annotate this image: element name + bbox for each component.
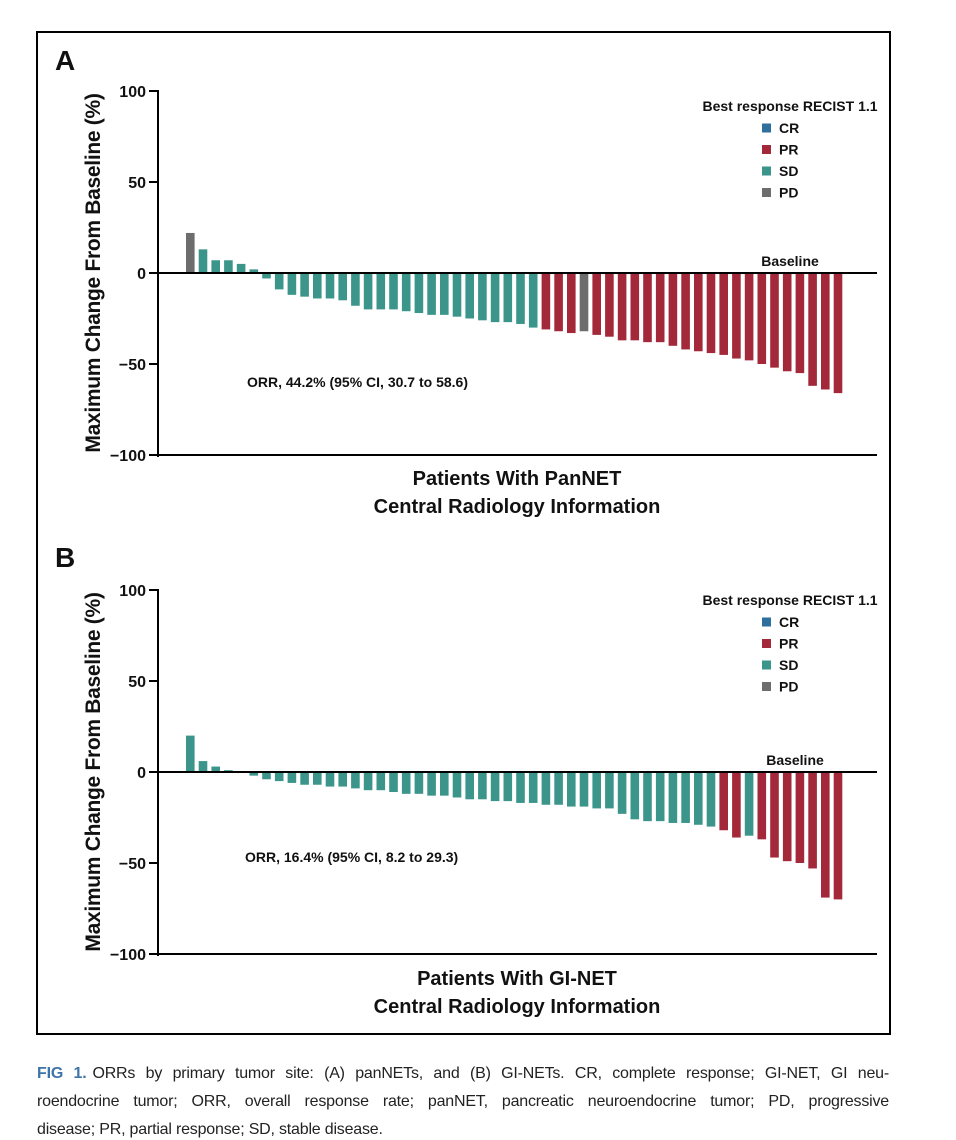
bar-a-40 [681,273,690,349]
bar-b-7 [262,772,271,779]
bar-b-34 [605,772,614,808]
panel-b-y-tick-mark-3 [149,862,158,864]
bar-a-9 [288,273,297,295]
bar-b-19 [415,772,424,794]
bar-b-46 [758,772,767,839]
figure-frame [37,32,890,1034]
bar-b-8 [275,772,284,781]
panel-a-legend-swatch-sd [762,167,771,176]
bar-a-2 [199,249,208,273]
bar-a-37 [643,273,652,342]
bar-b-42 [707,772,716,827]
bar-b-45 [745,772,754,836]
bar-b-50 [808,772,817,868]
panel-a-legend-label-sd: SD [779,163,799,179]
bar-b-47 [770,772,779,858]
bar-a-23 [465,273,474,319]
bar-a-18 [402,273,411,311]
panel-b-legend-label-pd: PD [779,678,799,695]
panel-a-y-tick-mark-4 [149,454,158,456]
panel-b-label: B [55,542,76,573]
panel-a-legend-swatch-cr [762,124,771,133]
bar-a-48 [783,273,792,371]
bar-a-28 [529,273,538,328]
bar-b-18 [402,772,411,794]
panel-a-label: A [55,45,76,76]
caption-line-2: roendocrine tumor; ORR, overall response rate; panNET, pancreatic neuroendocrine tumor; PD, progressive [37,1093,889,1110]
bar-a-11 [313,273,322,298]
panel-a-ytick-0: 0 [137,266,146,283]
bar-a-44 [732,273,741,359]
panel-a-legend-swatch-pd [762,188,771,197]
panel-a-x-axis-title-line2: Central Radiology Information [373,496,661,518]
bar-a-14 [351,273,360,306]
caption-line-3: disease; PR, partial response; SD, stable disease. [37,1121,383,1138]
bar-b-36 [631,772,640,819]
bar-b-24 [478,772,487,799]
bar-b-13 [338,772,347,787]
bar-b-28 [529,772,538,803]
panel-b-y-tick-mark-0 [149,589,158,591]
panel-a-y-axis-title: Maximum Change From Baseline (%) [82,93,105,453]
panel-b-baseline-line [157,771,877,773]
bar-b-20 [427,772,436,796]
panel-b-ytick-50: 50 [128,674,146,691]
bar-b-37 [643,772,652,821]
bar-b-31 [567,772,576,807]
panel-b-legend-label-pr: PR [779,635,799,652]
bar-b-12 [326,772,335,787]
panel-b-y-axis-title: Maximum Change From Baseline (%) [82,592,105,952]
panel-a-ytick-50: 50 [128,175,146,192]
bar-a-3 [211,260,220,273]
panel-b-x-axis-title-line1: Patients With GI-NET [417,968,617,990]
panel-b-legend-swatch-cr [762,618,771,627]
panel-a-legend-label-pd: PD [779,184,799,201]
bar-b-22 [453,772,462,797]
panel-a-y-tick-mark-3 [149,363,158,365]
bar-b-1 [186,736,195,772]
bar-b-17 [389,772,398,792]
bar-a-31 [567,273,576,333]
bar-a-45 [745,273,754,360]
bar-b-52 [834,772,843,899]
bar-a-24 [478,273,487,320]
panel-b-legend-label-sd: SD [779,657,799,673]
bar-a-51 [821,273,830,389]
panel-a-legend-label-pr: PR [779,141,799,158]
bar-b-26 [504,772,513,801]
bar-a-20 [427,273,436,315]
bar-b-33 [592,772,601,808]
bar-a-39 [669,273,678,346]
bar-a-16 [377,273,386,309]
bar-a-38 [656,273,665,342]
bar-b-23 [465,772,474,799]
panel-a-ytick-m100: −100 [109,448,146,465]
bar-b-41 [694,772,703,825]
panel-b-ytick-m50: −50 [118,856,146,873]
bar-b-43 [719,772,728,830]
bar-a-46 [758,273,767,364]
bar-a-36 [631,273,640,340]
bar-a-13 [338,273,347,300]
bar-a-35 [618,273,627,340]
bar-a-30 [554,273,563,331]
panel-b-legend-swatch-sd [762,661,771,670]
panel-b-chart [149,589,877,956]
bar-a-17 [389,273,398,309]
panel-b-y-tick-mark-1 [149,680,158,682]
panel-a-chart [149,90,877,457]
bar-a-32 [580,273,589,331]
bar-b-10 [300,772,309,785]
bar-b-11 [313,772,322,785]
panel-b-legend-swatch-pr [762,639,771,648]
caption-fig-tag: FIG 1. [37,1065,87,1082]
panel-a-baseline-line [157,272,877,274]
panel-b-ytick-0: 0 [137,765,146,782]
bar-a-5 [237,264,246,273]
bar-b-2 [199,761,208,772]
bar-a-26 [504,273,513,322]
panel-b-y-tick-mark-4 [149,953,158,955]
panel-b-legend-title: Best response RECIST 1.1 [702,592,878,608]
figure-caption [37,1060,889,1140]
bar-b-29 [542,772,551,805]
bar-a-52 [834,273,843,393]
bar-b-16 [377,772,386,790]
panel-b-legend-label-cr: CR [779,614,800,630]
bar-b-48 [783,772,792,861]
bar-a-34 [605,273,614,337]
panel-b-ytick-m100: −100 [109,947,146,964]
bar-a-8 [275,273,284,289]
panel-a-baseline-label: Baseline [761,253,819,269]
bar-a-49 [796,273,805,373]
bar-a-50 [808,273,817,386]
bar-a-22 [453,273,462,317]
panel-a-y-tick-mark-2 [149,272,158,274]
panel-b-x-axis-line [157,953,877,955]
bar-b-38 [656,772,665,821]
bar-a-41 [694,273,703,351]
panel-a-y-tick-mark-1 [149,181,158,183]
panel-b-orr-annotation: ORR, 16.4% (95% CI, 8.2 to 29.3) [245,849,459,865]
bar-a-25 [491,273,500,322]
bar-b-40 [681,772,690,823]
panel-a-x-axis-line [157,454,877,456]
panel-a-legend-label-cr: CR [779,120,800,136]
panel-b-ytick-100: 100 [119,583,146,600]
bar-a-19 [415,273,424,313]
panel-a-y-tick-mark-0 [149,90,158,92]
bar-a-15 [364,273,373,309]
bar-a-29 [542,273,551,329]
bar-b-44 [732,772,741,838]
panel-a-orr-annotation: ORR, 44.2% (95% CI, 30.7 to 58.6) [247,374,468,390]
bar-b-25 [491,772,500,801]
panel-a-ytick-100: 100 [119,84,146,101]
bar-a-43 [719,273,728,355]
bar-b-51 [821,772,830,898]
bar-b-15 [364,772,373,790]
bar-b-39 [669,772,678,823]
bar-b-14 [351,772,360,788]
bar-b-21 [440,772,449,796]
panel-b-baseline-label: Baseline [766,752,824,768]
bar-a-33 [592,273,601,335]
panel-b-x-axis-title-line2: Central Radiology Information [373,996,661,1018]
panel-a-x-axis-title-line1: Patients With PanNET [412,468,622,490]
bar-a-12 [326,273,335,298]
bar-b-49 [796,772,805,863]
bar-b-32 [580,772,589,807]
bar-a-4 [224,260,233,273]
panel-a-ytick-m50: −50 [118,357,146,374]
caption-line-1-text: ORRs by primary tumor site: (A) panNETs, and (B) GI-NETs. CR, complete response; GI-NET, GI neu- [92,1065,889,1082]
bar-a-42 [707,273,716,353]
bar-a-21 [440,273,449,315]
bar-b-9 [288,772,297,783]
bar-a-1 [186,233,195,273]
panel-a-legend-title: Best response RECIST 1.1 [702,98,878,114]
bar-b-30 [554,772,563,805]
caption-line-1 [37,1060,889,1088]
panel-b-y-tick-mark-2 [149,771,158,773]
bar-a-27 [516,273,525,324]
bar-b-27 [516,772,525,803]
panel-b-legend-swatch-pd [762,682,771,691]
bar-a-47 [770,273,779,368]
panel-a-legend-swatch-pr [762,145,771,154]
bar-a-10 [300,273,309,297]
bar-b-35 [618,772,627,814]
